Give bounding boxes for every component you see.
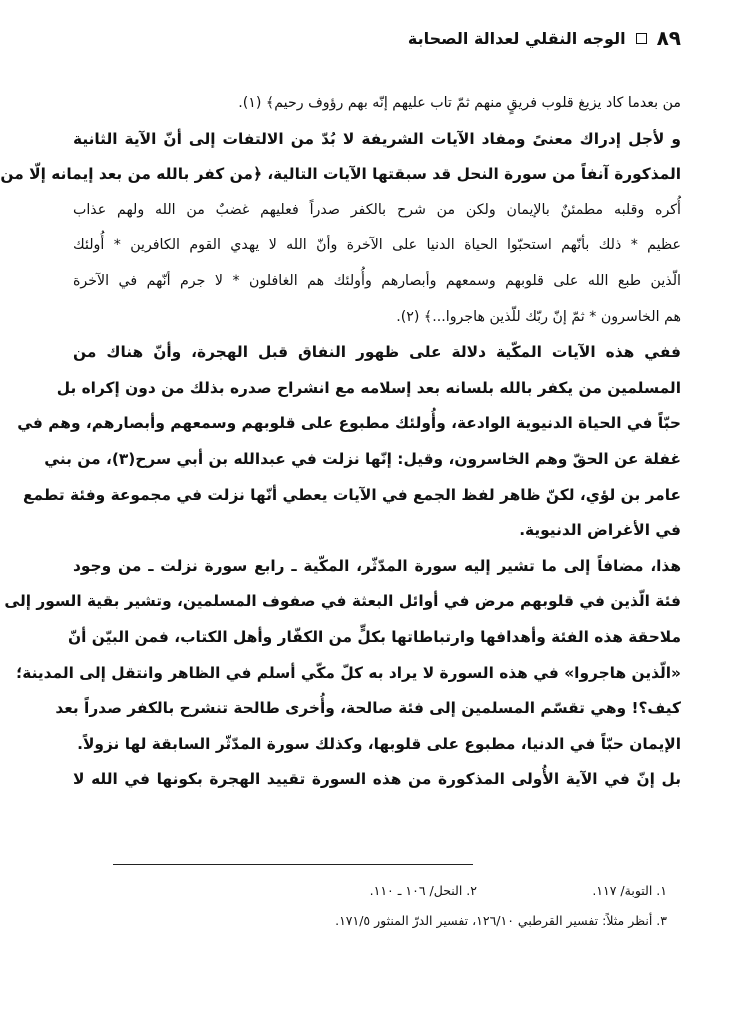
text-line: أُكره وقلبه مطمئنٌ بالإيمان ولكن من شرح بالكفر صدراً فعليهم غضبٌ من الله ولهم عذاب [73,201,681,218]
running-title: الوجه النقلي لعدالة الصحابة [407,28,626,48]
text-line: حبّاً في الحياة الدنيوية الوادعة، وأُولئك مطبوع على قلوبهم وسمعهم وأبصارهم، وهم في [17,414,681,433]
text-line: غفلة عن الحقّ وهم الخاسرون، وقيل: إنّها نزلت في عبدالله بن أبي سرح(٣)، من بني [44,449,681,468]
text-line: هذا، مضافاً إلى ما تشير إليه سورة المدّثّر، المكّية ـ رابع سورة نزلت ـ من وجود [73,556,681,575]
text-line: في الأغراض الدنيوية. [519,521,681,540]
text-line: ملاحقة هذه الفئة وأهدافها وارتباطاتها بكلٍّ من الكفّار وأهل الكتاب، فمن البيّن أنّ [68,627,681,646]
body-text [0,86,681,798]
text-line: عامر بن لؤي، لكنّ ظاهر لفظ الجمع في الآيات يعطي أنّها نزلت في مجموعة وفئة تطمع [23,485,681,504]
running-header [77,26,681,50]
footnote: ١. التوبة/ ١١٧. [592,883,667,898]
text-line: فئة الّذين في قلوبهم مرض في أوائل البعثة في صفوف المسلمين، وتشير بقية السور إلى [4,592,681,611]
footnote-row [81,876,667,906]
footnote-divider [113,864,473,865]
footnotes [81,876,667,936]
text-line: هم الخاسرون * ثمّ إنّ ربّك للّذين هاجروا...﴾ (٢). [396,308,681,325]
footnote: ٣. أنظر مثلاً: تفسير القرطبي ١٢٦/١٠، تفسير الدرّ المنثور ١٧١/٥. [335,913,667,928]
footnote: ٢. النحل/ ١٠٦ ـ ١١٠. [369,883,477,898]
text-line: «الّذين هاجروا» في هذه السورة لا يراد به كلّ مكّي أسلم في الظاهر وانتقل إلى المدينة؛ [16,663,681,682]
text-line: الّذين طبع الله على قلوبهم وسمعهم وأبصارهم وأُولئك هم الغافلون * لا جرم أنّهم في الآخرة [73,272,681,289]
text-line: الإيمان حبّاً في الدنيا، مطبوع على قلوبها، وكذلك سورة المدّثّر السابقة لها نزولاً. [77,734,681,753]
text-line: ففي هذه الآيات المكّية دلالة على ظهور النفاق قبل الهجرة، وأنّ هناك من [73,343,681,362]
footnote-row [81,906,667,936]
text-line: بل إنّ في الآية الأُولى المذكورة من هذه السورة تقييد الهجرة بكونها في الله لا [73,770,681,789]
text-line: كيف؟! وهي تقسّم المسلمين إلى فئة صالحة، وأُخرى طالحة تنشرح بالكفر صدراً بعد [55,699,681,718]
text-line: عظيم * ذلك بأنّهم استحبّوا الحياة الدنيا على الآخرة وأنّ الله لا يهدي القوم الكافرين * أُولئك [73,237,681,254]
square-ornament-icon [636,33,647,44]
text-line: المذكورة آنفاً من سورة النحل قد سبقتها الآيات التالية، ﴿من كفر بالله من بعد إيمانه إلّا من [0,165,681,184]
text-line: من بعدما كاد يزيغ قلوب فريقٍ منهم ثمّ تاب عليهم إنّه بهم رؤوف رحيم﴾ (١). [238,95,681,111]
text-line: و لأجل إدراك معنىً ومفاد الآيات الشريفة لا بُدّ من الالتفات إلى أنّ الآية الثانية [73,129,681,148]
page-number: ٨٩ [656,26,681,50]
text-line: المسلمين من يكفر بالله بلسانه بعد إسلامه مع انشراح صدره بذلك من دون إكراه بل [56,378,681,397]
